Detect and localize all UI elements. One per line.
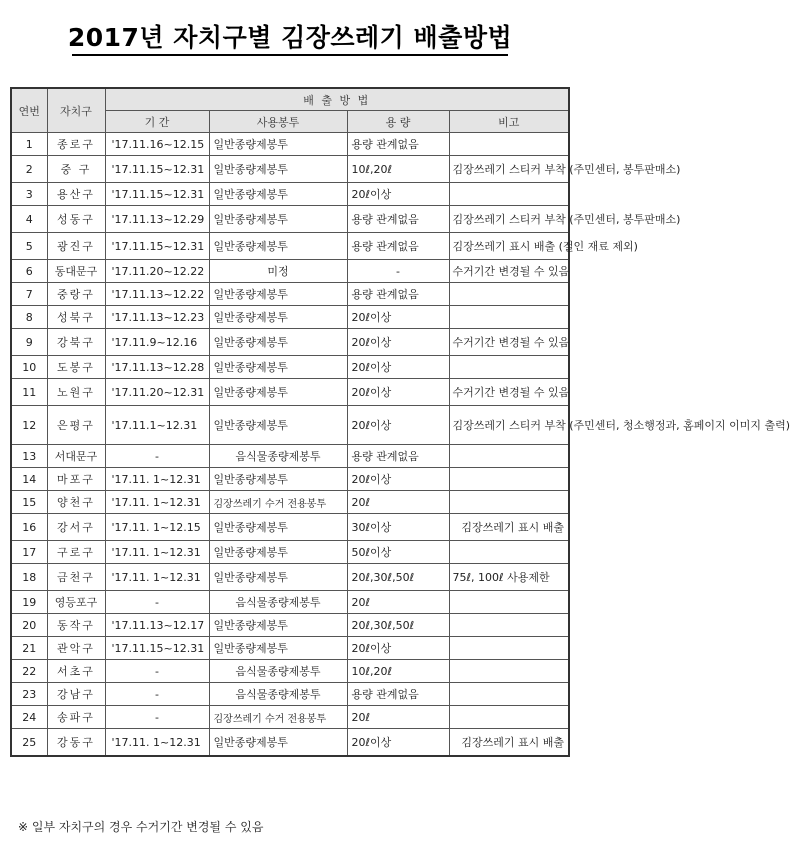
row-period: '17.11.15~12.31 xyxy=(105,156,209,183)
row-bag: 일반종량제봉투 xyxy=(209,541,347,564)
row-district: 양천구 xyxy=(47,491,105,514)
row-period: '17.11. 1~12.31 xyxy=(105,468,209,491)
row-note: 수거기간 변경될 수 있음 xyxy=(449,379,569,406)
row-bag: 일반종량제봉투 xyxy=(209,156,347,183)
row-period: '17.11. 1~12.31 xyxy=(105,564,209,591)
row-bag: 일반종량제봉투 xyxy=(209,183,347,206)
row-note: 수거기간 변경될 수 있음 xyxy=(449,329,569,356)
footnote: ※ 일부 자치구의 경우 수거기간 변경될 수 있음 xyxy=(18,820,264,834)
row-bag: 일반종량제봉투 xyxy=(209,283,347,306)
row-note: 김장쓰레기 스티커 부착 (주민센터, 봉투판매소) xyxy=(449,156,569,183)
row-district: 용산구 xyxy=(47,183,105,206)
row-no: 6 xyxy=(11,260,47,283)
row-bag: 미정 xyxy=(209,260,347,283)
row-volume: 20ℓ이상 xyxy=(347,729,449,757)
row-bag: 일반종량제봉투 xyxy=(209,306,347,329)
row-bag: 일반종량제봉투 xyxy=(209,206,347,233)
row-no: 14 xyxy=(11,468,47,491)
row-volume: 50ℓ이상 xyxy=(347,541,449,564)
row-no: 9 xyxy=(11,329,47,356)
row-no: 12 xyxy=(11,406,47,445)
row-bag: 일반종량제봉투 xyxy=(209,637,347,660)
row-volume: 용량 관계없음 xyxy=(347,233,449,260)
row-no: 5 xyxy=(11,233,47,260)
row-district: 동작구 xyxy=(47,614,105,637)
row-no: 4 xyxy=(11,206,47,233)
row-period: '17.11.9~12.16 xyxy=(105,329,209,356)
row-bag: 일반종량제봉투 xyxy=(209,564,347,591)
row-note xyxy=(449,133,569,156)
row-volume: 용량 관계없음 xyxy=(347,133,449,156)
table-row xyxy=(11,614,569,637)
row-volume: 20ℓ,30ℓ,50ℓ xyxy=(347,614,449,637)
row-district: 중 구 xyxy=(47,156,105,183)
table-row xyxy=(11,491,569,514)
row-volume: 20ℓ이상 xyxy=(347,406,449,445)
row-period: '17.11.20~12.31 xyxy=(105,379,209,406)
table-row xyxy=(11,260,569,283)
table-row xyxy=(11,637,569,660)
row-volume: 용량 관계없음 xyxy=(347,206,449,233)
row-bag: 일반종량제봉투 xyxy=(209,379,347,406)
row-district: 구로구 xyxy=(47,541,105,564)
row-no: 18 xyxy=(11,564,47,591)
row-district: 관악구 xyxy=(47,637,105,660)
row-period: '17.11.13~12.28 xyxy=(105,356,209,379)
row-period: '17.11.13~12.23 xyxy=(105,306,209,329)
row-period: - xyxy=(105,591,209,614)
row-bag: 일반종량제봉투 xyxy=(209,233,347,260)
table-row xyxy=(11,729,569,757)
row-no: 24 xyxy=(11,706,47,729)
row-period: '17.11.13~12.22 xyxy=(105,283,209,306)
row-district: 중랑구 xyxy=(47,283,105,306)
row-bag: 김장쓰레기 수거 전용봉투 xyxy=(209,491,347,514)
row-volume: 10ℓ,20ℓ xyxy=(347,660,449,683)
row-no: 7 xyxy=(11,283,47,306)
table-row xyxy=(11,445,569,468)
row-period: '17.11.15~12.31 xyxy=(105,637,209,660)
row-district: 강서구 xyxy=(47,514,105,541)
row-note xyxy=(449,614,569,637)
table-row xyxy=(11,591,569,614)
row-bag: 일반종량제봉투 xyxy=(209,729,347,757)
row-district: 서대문구 xyxy=(47,445,105,468)
row-note xyxy=(449,306,569,329)
table-row xyxy=(11,564,569,591)
row-period: '17.11. 1~12.31 xyxy=(105,491,209,514)
row-period: '17.11.1~12.31 xyxy=(105,406,209,445)
table-row xyxy=(11,514,569,541)
header-bag: 사용봉투 xyxy=(209,111,347,133)
row-note xyxy=(449,541,569,564)
row-note xyxy=(449,183,569,206)
row-volume: 20ℓ xyxy=(347,706,449,729)
row-no: 8 xyxy=(11,306,47,329)
row-bag: 일반종량제봉투 xyxy=(209,406,347,445)
row-district: 강동구 xyxy=(47,729,105,757)
table-row xyxy=(11,356,569,379)
row-no: 20 xyxy=(11,614,47,637)
row-period: - xyxy=(105,445,209,468)
row-volume: 10ℓ,20ℓ xyxy=(347,156,449,183)
row-no: 17 xyxy=(11,541,47,564)
row-note: 김장쓰레기 표시 배출 xyxy=(449,729,569,757)
row-note xyxy=(449,660,569,683)
row-no: 3 xyxy=(11,183,47,206)
row-volume: 20ℓ이상 xyxy=(347,637,449,660)
table-row xyxy=(11,660,569,683)
header-district: 자치구 xyxy=(47,88,105,133)
row-volume: 20ℓ,30ℓ,50ℓ xyxy=(347,564,449,591)
row-no: 16 xyxy=(11,514,47,541)
table-row xyxy=(11,379,569,406)
header-note: 비고 xyxy=(449,111,569,133)
row-district: 금천구 xyxy=(47,564,105,591)
table-row xyxy=(11,406,569,445)
row-no: 2 xyxy=(11,156,47,183)
header-volume: 용 량 xyxy=(347,111,449,133)
row-bag: 일반종량제봉투 xyxy=(209,356,347,379)
row-bag: 일반종량제봉투 xyxy=(209,133,347,156)
row-period: '17.11. 1~12.31 xyxy=(105,729,209,757)
row-note: 김장쓰레기 표시 배출 xyxy=(449,514,569,541)
row-volume: 용량 관계없음 xyxy=(347,283,449,306)
row-district: 동대문구 xyxy=(47,260,105,283)
title-underline xyxy=(72,54,508,56)
table-row xyxy=(11,233,569,260)
row-note xyxy=(449,468,569,491)
row-no: 23 xyxy=(11,683,47,706)
row-period: '17.11.13~12.29 xyxy=(105,206,209,233)
row-volume: 용량 관계없음 xyxy=(347,445,449,468)
row-no: 21 xyxy=(11,637,47,660)
row-note xyxy=(449,356,569,379)
row-bag: 일반종량제봉투 xyxy=(209,614,347,637)
row-no: 11 xyxy=(11,379,47,406)
row-period: '17.11. 1~12.31 xyxy=(105,541,209,564)
row-volume: 20ℓ이상 xyxy=(347,183,449,206)
row-no: 1 xyxy=(11,133,47,156)
row-note xyxy=(449,445,569,468)
row-note: 김장쓰레기 스티커 부착 (주민센터, 봉투판매소) xyxy=(449,206,569,233)
row-note xyxy=(449,683,569,706)
row-bag: 음식물종량제봉투 xyxy=(209,660,347,683)
row-district: 강북구 xyxy=(47,329,105,356)
table-row xyxy=(11,706,569,729)
table-row xyxy=(11,283,569,306)
table-row xyxy=(11,183,569,206)
row-bag: 음식물종량제봉투 xyxy=(209,683,347,706)
row-note xyxy=(449,283,569,306)
row-district: 종로구 xyxy=(47,133,105,156)
row-bag: 음식물종량제봉투 xyxy=(209,591,347,614)
table-row xyxy=(11,306,569,329)
row-period: '17.11.20~12.22 xyxy=(105,260,209,283)
row-period: '17.11. 1~12.15 xyxy=(105,514,209,541)
row-no: 19 xyxy=(11,591,47,614)
row-period: '17.11.13~12.17 xyxy=(105,614,209,637)
row-bag: 일반종량제봉투 xyxy=(209,329,347,356)
row-bag: 김장쓰레기 수거 전용봉투 xyxy=(209,706,347,729)
row-volume: 20ℓ이상 xyxy=(347,306,449,329)
row-volume: 30ℓ이상 xyxy=(347,514,449,541)
row-district: 영등포구 xyxy=(47,591,105,614)
page-title: 2017년 자치구별 김장쓰레기 배출방법 xyxy=(67,23,513,52)
row-district: 광진구 xyxy=(47,233,105,260)
row-no: 13 xyxy=(11,445,47,468)
row-volume: 20ℓ이상 xyxy=(347,468,449,491)
row-period: - xyxy=(105,660,209,683)
row-note xyxy=(449,491,569,514)
row-district: 성북구 xyxy=(47,306,105,329)
row-note: 김장쓰레기 표시 배출 (절인 재료 제외) xyxy=(449,233,569,260)
row-volume: 20ℓ이상 xyxy=(347,329,449,356)
row-period: '17.11.15~12.31 xyxy=(105,233,209,260)
row-note xyxy=(449,706,569,729)
table-row xyxy=(11,468,569,491)
row-note xyxy=(449,637,569,660)
row-district: 송파구 xyxy=(47,706,105,729)
row-volume: 20ℓ이상 xyxy=(347,356,449,379)
row-volume: - xyxy=(347,260,449,283)
row-note: 75ℓ, 100ℓ 사용제한 xyxy=(449,564,569,591)
row-period: '17.11.15~12.31 xyxy=(105,183,209,206)
row-volume: 용량 관계없음 xyxy=(347,683,449,706)
row-period: '17.11.16~12.15 xyxy=(105,133,209,156)
row-volume: 20ℓ이상 xyxy=(347,379,449,406)
table-row xyxy=(11,206,569,233)
row-bag: 일반종량제봉투 xyxy=(209,468,347,491)
row-period: - xyxy=(105,683,209,706)
row-period: - xyxy=(105,706,209,729)
row-bag: 일반종량제봉투 xyxy=(209,514,347,541)
header-no: 연번 xyxy=(11,88,47,133)
row-note xyxy=(449,591,569,614)
row-district: 서초구 xyxy=(47,660,105,683)
row-volume: 20ℓ xyxy=(347,591,449,614)
row-district: 강남구 xyxy=(47,683,105,706)
disposal-table xyxy=(10,87,790,757)
row-no: 22 xyxy=(11,660,47,683)
row-district: 마포구 xyxy=(47,468,105,491)
table-row xyxy=(11,133,569,156)
row-note: 김장쓰레기 스티커 부착 (주민센터, 청소행정과, 홈페이지 이미지 출력) xyxy=(449,406,569,445)
row-no: 15 xyxy=(11,491,47,514)
row-note: 수거기간 변경될 수 있음 xyxy=(449,260,569,283)
row-district: 성동구 xyxy=(47,206,105,233)
header-method: 배 출 방 법 xyxy=(105,88,569,111)
row-bag: 음식물종량제봉투 xyxy=(209,445,347,468)
table-row xyxy=(11,156,569,183)
header-period: 기 간 xyxy=(105,111,209,133)
row-no: 10 xyxy=(11,356,47,379)
row-no: 25 xyxy=(11,729,47,757)
table-row xyxy=(11,541,569,564)
row-district: 은평구 xyxy=(47,406,105,445)
row-district: 노원구 xyxy=(47,379,105,406)
row-volume: 20ℓ xyxy=(347,491,449,514)
row-district: 도봉구 xyxy=(47,356,105,379)
table-row xyxy=(11,329,569,356)
table-row xyxy=(11,683,569,706)
